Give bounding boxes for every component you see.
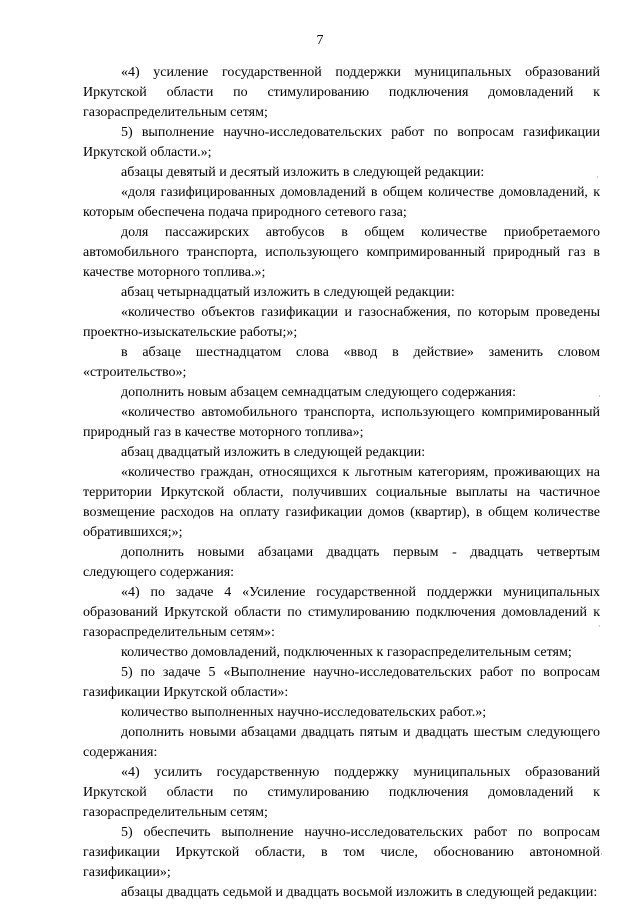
paragraph: абзацы девятый и десятый изложить в следующей редакции:	[121, 165, 485, 180]
paragraph: количество выполненных научно-исследовательских работ.»;	[121, 705, 487, 720]
document-body	[83, 63, 600, 903]
paragraph: количество домовладений, подключенных к газораспределительным сетям;	[121, 645, 572, 660]
paragraph: абзац четырнадцатый изложить в следующей редакции:	[121, 285, 455, 300]
paragraph: «4) усиление государственной поддержки муниципальных образований Иркутской области по стимулированию подключения домовладений к газораспределительным сетям;	[83, 65, 600, 120]
scan-speck: ·	[596, 173, 599, 182]
paragraph: 5) обеспечить выполнение научно-исследовательских работ по вопросам газификации Иркутской области, в том числе, обоснованию автономной газификации»;	[83, 825, 600, 880]
page-number: 7	[316, 33, 324, 48]
paragraph: дополнить новыми абзацами двадцать первым - двадцать четвертым следующего содержания:	[83, 545, 600, 580]
paragraph: дополнить новыми абзацами двадцать пятым и двадцать шестым следующего содержания:	[83, 725, 600, 760]
paragraph: «доля газифицированных домовладений в общем количестве домовладений, к которым обеспечена подача природного сетевого газа;	[83, 185, 600, 220]
paragraph: 5) выполнение научно-исследовательских работ по вопросам газификации Иркутской области.»;	[83, 125, 600, 160]
scan-speck: ·	[598, 392, 601, 401]
paragraph: 5) по задаче 5 «Выполнение научно-исследовательских работ по вопросам газификации Иркутской области»:	[83, 665, 600, 700]
paragraph: «количество объектов газификации и газоснабжения, по которым проведены проектно-изыскательские работы;»;	[83, 305, 600, 340]
paragraph: в абзаце шестнадцатом слова «ввод в действие» заменить словом «строительство»;	[83, 345, 600, 380]
paragraph: дополнить новым абзацем семнадцатым следующего содержания:	[121, 385, 516, 400]
scan-speck: ·	[600, 850, 603, 859]
paragraph: абзацы двадцать седьмой и двадцать восьмой изложить в следующей редакции:	[121, 885, 598, 900]
paragraph: «количество автомобильного транспорта, использующего компримированный природный газ в качестве моторного топлива»;	[83, 405, 600, 440]
paragraph: «4) по задаче 4 «Усиление государственной поддержки муниципальных образований Иркутской области по стимулированию подключения домовладений к газораспределительным сетям»:	[83, 585, 600, 640]
paragraph: абзац двадцатый изложить в следующей редакции:	[121, 445, 426, 460]
paragraph: «количество граждан, относящихся к льготным категориям, проживающих на территории Иркутской области, получивших социальные выплаты на частичное возмещение расходов на оплату газификации домов (квартир), в общем количестве обратившихся;»;	[83, 465, 600, 540]
paragraph: «4) усилить государственную поддержку муниципальных образований Иркутской области по стимулированию подключения домовладений к газораспределительным сетям;	[83, 765, 600, 820]
scan-speck: ·	[598, 622, 601, 631]
paragraph: доля пассажирских автобусов в общем количестве приобретаемого автомобильного транспорта, использующего компримированный природный газ в качестве моторного топлива.»;	[83, 225, 600, 280]
